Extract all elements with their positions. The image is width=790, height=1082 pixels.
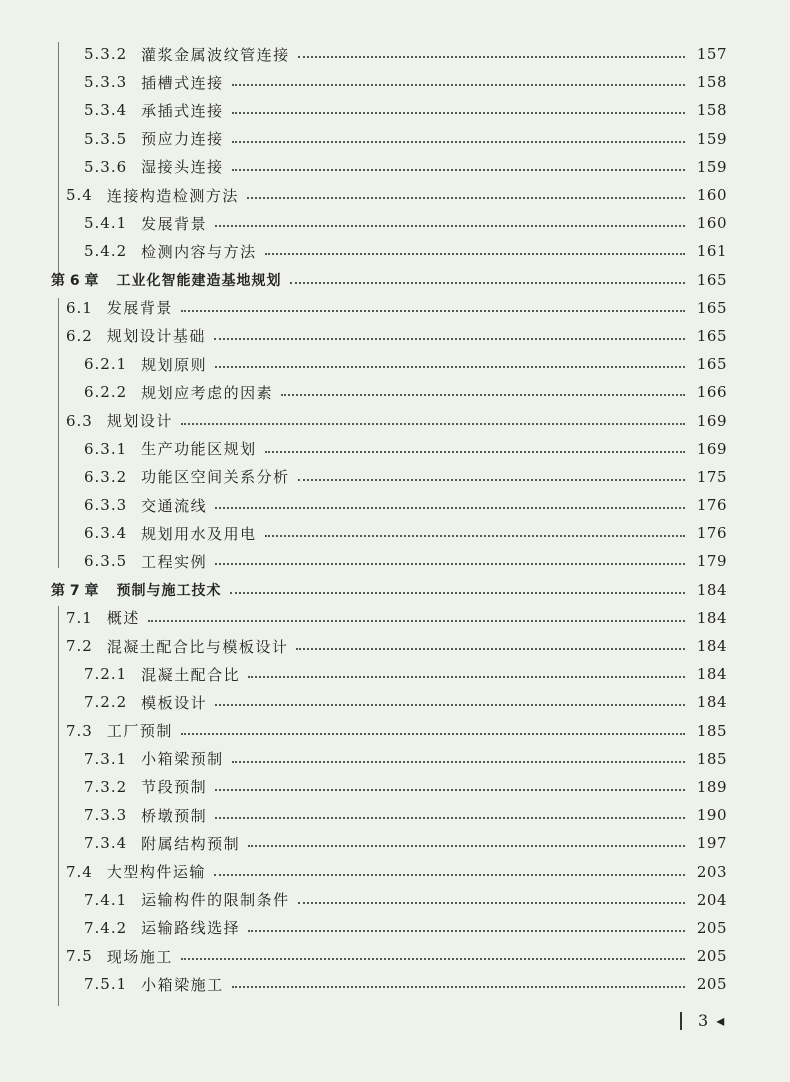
arrow-left-icon: ◂ [716, 1011, 725, 1030]
toc-entry-title: 模板设计 [141, 693, 208, 712]
toc-entry-number: 7.2 [66, 637, 93, 656]
toc-entry-page: 197 [696, 834, 727, 853]
toc-entry-title: 小箱梁施工 [141, 975, 224, 994]
toc-dot-leader [181, 310, 685, 312]
toc-entry-number: 7.5.1 [84, 975, 128, 994]
toc-entry-page: 204 [696, 890, 727, 909]
toc-dot-leader [181, 733, 685, 735]
toc-dot-leader [181, 958, 685, 960]
toc-entry-number: 7.4.2 [84, 918, 128, 937]
toc-entry-row[interactable] [0, 181, 790, 209]
toc-dot-leader [232, 84, 685, 86]
toc-entry-number: 7.4 [66, 862, 93, 881]
toc-entry-page: 165 [696, 270, 727, 289]
toc-entry-row[interactable] [0, 829, 790, 857]
toc-entry-row[interactable] [0, 857, 790, 885]
toc-entry-title: 功能区空间关系分析 [141, 468, 290, 487]
toc-entry-title: 混凝土配合比 [141, 665, 241, 684]
toc-entry-page: 165 [696, 298, 727, 317]
toc-chapter-row[interactable] [0, 266, 790, 294]
toc-entry-title: 预应力连接 [141, 130, 224, 149]
toc-dot-leader [296, 648, 685, 650]
footer-divider [680, 1012, 682, 1030]
toc-entry-page: 190 [696, 806, 727, 825]
toc-entry-number: 7.1 [66, 608, 93, 627]
toc-entry-number: 7.3.1 [84, 749, 128, 768]
toc-entry-title: 节段预制 [141, 778, 208, 797]
toc-entry-row[interactable] [0, 547, 790, 575]
toc-entry-row[interactable] [0, 322, 790, 350]
toc-dot-leader [215, 507, 685, 509]
toc-entry-page: 169 [696, 411, 727, 430]
toc-entry-number: 5.4 [66, 186, 93, 205]
toc-entry-row[interactable] [0, 914, 790, 942]
toc-dot-leader [230, 592, 686, 594]
toc-dot-leader [232, 112, 685, 114]
toc-entry-page: 175 [696, 467, 727, 486]
toc-dot-leader [215, 366, 685, 368]
toc-entry-title: 发展背景 [141, 214, 208, 233]
toc-entry-title: 规划用水及用电 [141, 524, 257, 543]
toc-entry-number: 5.4.1 [84, 214, 128, 233]
toc-entry-title: 工业化智能建造基地规划 [116, 272, 282, 289]
toc-entry-page: 176 [696, 524, 727, 543]
toc-dot-leader [214, 338, 685, 340]
toc-entry-number: 6.1 [66, 298, 93, 317]
toc-entry-title: 运输构件的限制条件 [141, 891, 290, 910]
toc-entry-title: 插槽式连接 [141, 73, 224, 92]
toc-entry-row[interactable] [0, 886, 790, 914]
toc-entry-row[interactable] [0, 632, 790, 660]
toc-entry-page: 176 [696, 496, 727, 515]
toc-entry-number: 6.3.5 [84, 552, 128, 571]
toc-entry-row[interactable] [0, 717, 790, 745]
toc-entry-page: 184 [696, 693, 727, 712]
toc-entry-row[interactable] [0, 942, 790, 970]
toc-entry-number: 7.3.2 [84, 777, 128, 796]
toc-entry-title: 规划应考虑的因素 [141, 383, 274, 402]
toc-dot-leader [215, 704, 685, 706]
toc-entry-page: 165 [696, 326, 727, 345]
toc-dot-leader [181, 423, 685, 425]
toc-entry-page: 159 [696, 129, 727, 148]
toc-entry-page: 159 [696, 157, 727, 176]
toc-entry-page: 158 [696, 101, 727, 120]
toc-dot-leader [265, 451, 685, 453]
toc-entry-number: 7.3.4 [84, 834, 128, 853]
toc-dot-leader [281, 394, 685, 396]
toc-entry-page: 185 [696, 749, 727, 768]
toc-entry-page: 184 [696, 665, 727, 684]
toc-entry-row[interactable] [0, 350, 790, 378]
toc-entry-row[interactable] [0, 96, 790, 124]
toc-entry-number: 5.3.2 [84, 45, 128, 64]
toc-dot-leader [215, 563, 685, 565]
toc-entry-row[interactable] [0, 125, 790, 153]
toc-entry-title: 预制与施工技术 [116, 582, 222, 599]
toc-entry-page: 184 [696, 637, 727, 656]
toc-dot-leader [265, 253, 685, 255]
toc-entry-title: 运输路线选择 [141, 919, 241, 938]
toc-entry-title: 灌浆金属波纹管连接 [141, 45, 290, 64]
toc-entry-row[interactable] [0, 378, 790, 406]
toc-dot-leader [232, 986, 685, 988]
toc-entry-number: 7.3.3 [84, 806, 128, 825]
toc-entry-page: 166 [696, 383, 727, 402]
toc-dot-leader [232, 141, 685, 143]
toc-entry-number: 5.3.4 [84, 101, 128, 120]
toc-entry-title: 桥墩预制 [141, 806, 208, 825]
toc-entry-row[interactable] [0, 604, 790, 632]
toc-dot-leader [232, 761, 685, 763]
toc-entry-title: 交通流线 [141, 496, 208, 515]
toc-entry-row[interactable] [0, 294, 790, 322]
toc-entry-row[interactable] [0, 40, 790, 68]
toc-entry-title: 湿接头连接 [141, 158, 224, 177]
toc-entry-title: 规划设计基础 [106, 327, 206, 346]
toc-entry-number: 7.2.2 [84, 693, 128, 712]
toc-entry-number: 6.3.1 [84, 439, 128, 458]
toc-entry-page: 185 [696, 721, 727, 740]
page-footer [680, 1011, 724, 1030]
toc-entry-row[interactable] [0, 801, 790, 829]
toc-entry-title: 附属结构预制 [141, 834, 241, 853]
toc-entry-page: 165 [696, 355, 727, 374]
toc-dot-leader [215, 817, 685, 819]
toc-entry-title: 混凝土配合比与模板设计 [106, 637, 289, 656]
toc-entry-page: 161 [696, 242, 727, 261]
toc-entry-number: 6.2.1 [84, 355, 128, 374]
toc-dot-leader [215, 225, 685, 227]
toc-entry-page: 169 [696, 439, 727, 458]
toc-entry-title: 概述 [106, 609, 140, 628]
toc-entry-title: 大型构件运输 [106, 863, 206, 882]
toc-entry-number: 6.3.4 [84, 524, 128, 543]
toc-entry-number: 6.3 [66, 411, 93, 430]
toc-entry-number: 6.3.3 [84, 496, 128, 515]
toc-entry-page: 157 [696, 45, 727, 64]
toc-entry-page: 205 [696, 947, 727, 966]
toc-dot-leader [148, 620, 685, 622]
toc-entry-number: 6.3.2 [84, 467, 128, 486]
toc-dot-leader [248, 676, 685, 678]
toc-dot-leader [298, 479, 685, 481]
toc-dot-leader [298, 56, 685, 58]
toc-entry-number: 6.2.2 [84, 383, 128, 402]
toc-entry-title: 工程实例 [141, 552, 208, 571]
toc-entry-row[interactable] [0, 970, 790, 998]
toc-entry-number: 7.5 [66, 947, 93, 966]
toc-entry-row[interactable] [0, 745, 790, 773]
toc-chapter-row[interactable] [0, 576, 790, 604]
toc-entry-number: 7.4.1 [84, 890, 128, 909]
page-number: 3 [698, 1011, 709, 1030]
toc-entry-page: 184 [696, 608, 727, 627]
toc-entry-row[interactable] [0, 463, 790, 491]
toc-entry-number: 7.2.1 [84, 665, 128, 684]
toc-entry-title: 现场施工 [106, 947, 173, 966]
toc-entry-row[interactable] [0, 519, 790, 547]
toc-dot-leader [298, 902, 685, 904]
toc-dot-leader [265, 535, 685, 537]
toc-entry-row[interactable] [0, 68, 790, 96]
toc-entry-page: 160 [696, 214, 727, 233]
toc-dot-leader [248, 845, 685, 847]
toc-entry-title: 连接构造检测方法 [106, 186, 239, 205]
table-of-contents [0, 40, 790, 998]
toc-entry-title: 发展背景 [106, 299, 173, 318]
toc-entry-number: 5.3.3 [84, 73, 128, 92]
toc-dot-leader [248, 930, 685, 932]
toc-entry-number: 第 6 章 [51, 272, 99, 289]
toc-entry-page: 160 [696, 186, 727, 205]
toc-entry-number: 第 7 章 [51, 582, 99, 599]
toc-entry-row[interactable] [0, 491, 790, 519]
toc-entry-row[interactable] [0, 153, 790, 181]
toc-entry-number: 7.3 [66, 721, 93, 740]
toc-entry-number: 6.2 [66, 326, 93, 345]
toc-entry-title: 小箱梁预制 [141, 750, 224, 769]
toc-entry-title: 承插式连接 [141, 101, 224, 120]
toc-entry-title: 工厂预制 [106, 722, 173, 741]
toc-entry-page: 179 [696, 552, 727, 571]
toc-entry-page: 184 [696, 580, 727, 599]
toc-entry-title: 规划设计 [106, 412, 173, 431]
toc-entry-page: 205 [696, 918, 727, 937]
toc-entry-row[interactable] [0, 435, 790, 463]
toc-dot-leader [290, 282, 686, 284]
toc-dot-leader [247, 197, 685, 199]
toc-entry-number: 5.3.6 [84, 157, 128, 176]
toc-entry-title: 检测内容与方法 [141, 242, 257, 261]
toc-dot-leader [232, 169, 685, 171]
toc-entry-row[interactable] [0, 688, 790, 716]
toc-entry-page: 158 [696, 73, 727, 92]
toc-dot-leader [215, 789, 685, 791]
toc-entry-page: 205 [696, 975, 727, 994]
toc-entry-number: 5.4.2 [84, 242, 128, 261]
toc-dot-leader [214, 874, 685, 876]
toc-entry-row[interactable] [0, 773, 790, 801]
toc-entry-number: 5.3.5 [84, 129, 128, 148]
toc-entry-row[interactable] [0, 406, 790, 434]
toc-entry-page: 203 [696, 862, 727, 881]
toc-entry-row[interactable] [0, 209, 790, 237]
toc-entry-page: 189 [696, 777, 727, 796]
toc-entry-title: 规划原则 [141, 355, 208, 374]
toc-entry-row[interactable] [0, 237, 790, 265]
toc-entry-title: 生产功能区规划 [141, 440, 257, 459]
toc-entry-row[interactable] [0, 660, 790, 688]
